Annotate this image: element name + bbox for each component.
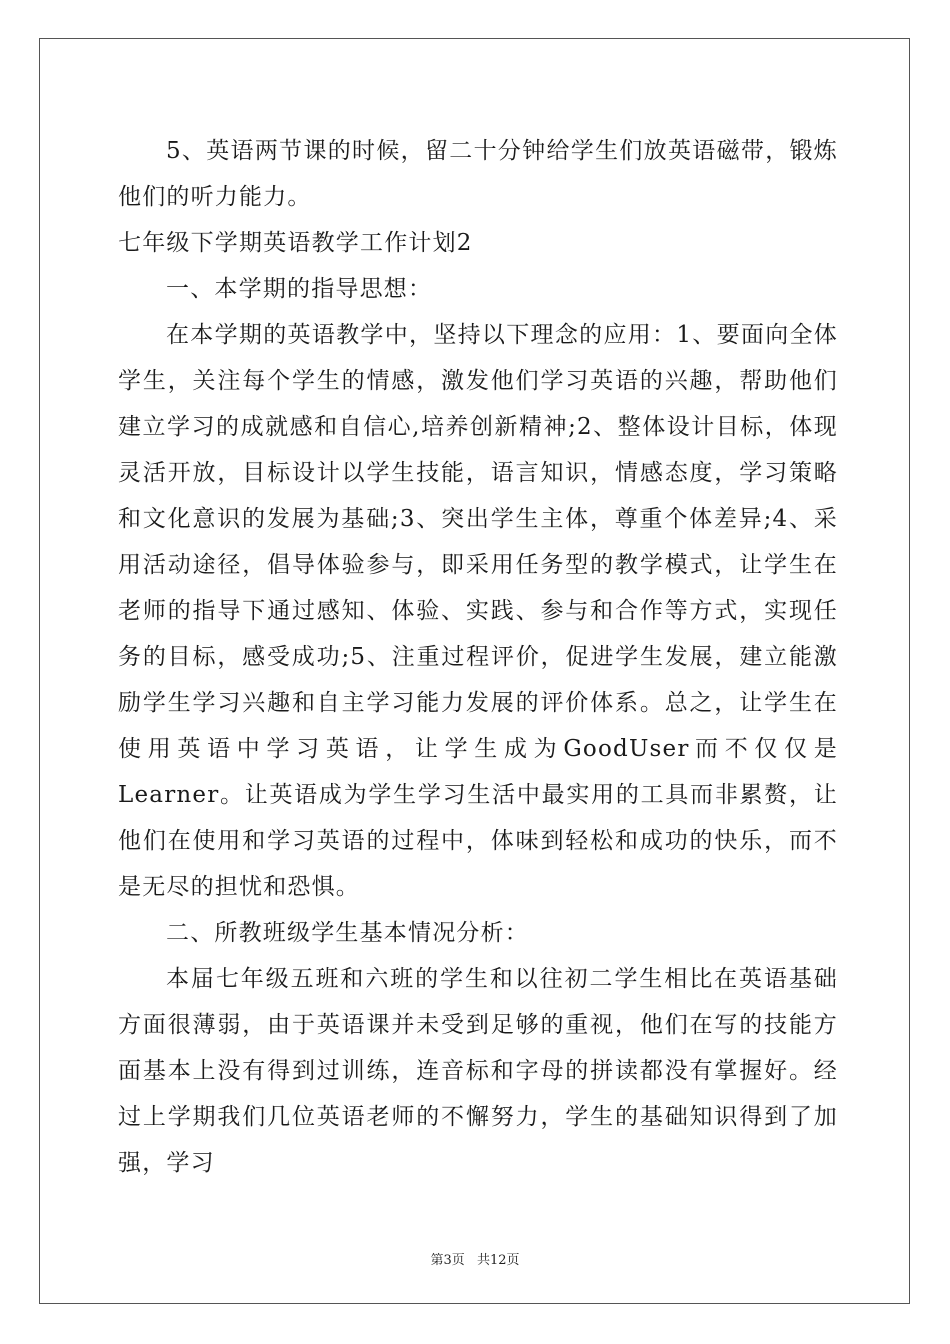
- page-footer: [0, 1249, 950, 1268]
- section-title: 七年级下学期英语教学工作计划2: [118, 230, 473, 256]
- document-body: [118, 128, 838, 1186]
- heading-class-analysis: 二、所教班级学生基本情况分析：: [166, 920, 529, 946]
- paragraph-item-5: 5、英语两节课的时候，留二十分钟给学生们放英语磁带，锻炼他们的听力能力。: [118, 138, 838, 210]
- paragraph-guiding-ideology: 在本学期的英语教学中，坚持以下理念的应用：1、要面向全体学生，关注每个学生的情感，激发他们学习英语的兴趣，帮助他们建立学习的成就感和自信心,培养创新精神;2、整体设计目标，体现灵活开放，目标设计以学生技能，语言知识，情感态度，学习策略和文化意识的发展为基础;3、突出学生主体，尊重个体差异;4、采用活动途径，倡导体验参与，即采用任务型的教学模式，让学生在老师的指导下通过感知、体验、实践、参与和合作等方式，实现任务的目标，感受成功;5、注重过程评价，促进学生发展，建立能激励学生学习兴趣和自主学习能力发展的评价体系。总之，让学生在使用英语中学习英语，让学生成为GoodUser而不仅仅是Learner。让英语成为学生学习生活中最实用的工具而非累赘，让他们在使用和学习英语的过程中，体味到轻松和成功的快乐，而不是无尽的担忧和恐惧。: [118, 322, 838, 900]
- heading-guiding-ideology: 一、本学期的指导思想：: [166, 276, 433, 302]
- page-number: 第3页: [430, 1253, 465, 1268]
- paragraph-class-analysis: 本届七年级五班和六班的学生和以往初二学生相比在英语基础方面很薄弱，由于英语课并未受到足够的重视，他们在写的技能方面基本上没有得到过训练，连音标和字母的拼读都没有掌握好。经过上学期我们几位英语老师的不懈努力，学生的基础知识得到了加强，学习: [118, 966, 838, 1176]
- page-total: 共12页: [476, 1253, 520, 1268]
